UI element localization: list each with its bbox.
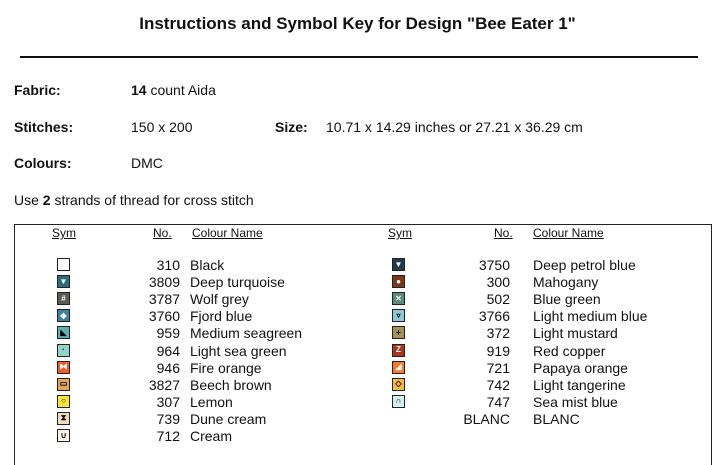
dmc-number: 3766	[478, 308, 510, 325]
size-label: Size:	[275, 119, 308, 135]
dmc-number: 300	[486, 274, 510, 291]
stitch-symbol-icon: ●	[392, 275, 405, 288]
colour-name: Fjord blue	[190, 308, 253, 325]
colour-row	[0, 257, 715, 274]
colour-row	[0, 394, 715, 411]
colour-name: Mahogany	[533, 274, 599, 291]
title-divider	[20, 56, 698, 58]
right-colour-header: Colour Name	[533, 226, 604, 240]
dmc-number: 3787	[148, 291, 180, 308]
dmc-number: 946	[156, 359, 180, 376]
stitch-symbol-icon: ◆	[57, 309, 70, 322]
colour-name: Dune cream	[190, 410, 267, 427]
right-sym-header: Sym	[388, 226, 412, 240]
colour-row	[0, 411, 715, 428]
colour-row	[0, 360, 715, 377]
dmc-number: 742	[486, 376, 510, 393]
colour-row	[0, 308, 715, 325]
colour-name: Cream	[190, 428, 233, 444]
stitch-symbol-icon: ·	[57, 344, 70, 357]
stitch-symbol-icon: ▼	[392, 258, 405, 271]
strands-instruction	[14, 192, 254, 208]
colours-value: DMC	[131, 155, 163, 171]
colour-row	[0, 291, 715, 308]
left-sym-header: Sym	[52, 226, 76, 240]
colour-name: Red copper	[533, 342, 606, 359]
strands-count: 2	[42, 192, 51, 208]
stitch-symbol-icon: ○	[57, 395, 70, 408]
stitches-label: Stitches:	[14, 119, 74, 135]
dmc-number: 502	[486, 291, 510, 308]
colour-name: Light tangerine	[533, 376, 626, 393]
colour-name: Black	[190, 257, 225, 273]
colour-name: Sea mist blue	[533, 393, 618, 410]
dmc-number: BLANC	[463, 410, 510, 427]
left-no-header: No.	[153, 226, 172, 240]
stitch-symbol-icon: ◢	[392, 361, 405, 374]
colour-name: Light medium blue	[533, 308, 648, 325]
size-value: 10.71 x 14.29 inches or 27.21 x 36.29 cm	[326, 119, 583, 135]
dmc-number: 310	[156, 257, 180, 273]
page-title: Instructions and Symbol Key for Design "Bee Eater 1"	[139, 14, 576, 33]
strands-suffix: strands of thread for cross stitch	[50, 192, 254, 208]
dmc-number: 721	[486, 359, 510, 376]
stitch-symbol-icon: +	[392, 326, 405, 339]
colour-name: Lemon	[190, 393, 233, 410]
dmc-number: 964	[156, 342, 180, 359]
colour-name: Deep petrol blue	[533, 257, 636, 273]
left-colour-header: Colour Name	[192, 226, 263, 240]
fabric-type: count Aida	[146, 82, 216, 98]
dmc-number: 712	[156, 428, 180, 444]
colour-name: Medium seagreen	[190, 325, 303, 342]
dmc-number: 919	[486, 342, 510, 359]
dmc-number: 3760	[148, 308, 180, 325]
colour-name: BLANC	[533, 410, 580, 427]
stitch-symbol-icon: Z	[392, 344, 405, 357]
dmc-number: 959	[156, 325, 180, 342]
colour-name: Fire orange	[190, 359, 262, 376]
dmc-number: 3809	[148, 274, 180, 291]
stitch-symbol-icon: ▭	[57, 378, 70, 391]
stitch-symbol-icon: ∩	[392, 395, 405, 408]
strands-prefix: Use	[14, 192, 43, 208]
stitch-symbol-icon: #	[57, 292, 70, 305]
stitch-symbol-icon: ✕	[392, 292, 405, 305]
dmc-number: 372	[486, 325, 510, 342]
colour-name: Papaya orange	[533, 359, 628, 376]
dmc-number: 739	[156, 410, 180, 427]
fabric-value	[131, 82, 216, 98]
colour-row	[0, 428, 715, 445]
dmc-number: 3827	[148, 376, 180, 393]
stitch-symbol-icon: ▼	[57, 275, 70, 288]
dmc-number: 3750	[478, 257, 510, 273]
stitch-symbol-icon: ⧗	[57, 412, 70, 425]
fabric-label: Fabric:	[14, 82, 61, 98]
colour-row	[0, 274, 715, 291]
stitch-symbol-icon: ⧓	[57, 361, 70, 374]
stitches-value: 150 x 200	[131, 119, 193, 135]
stitch-symbol-icon: ◇	[392, 378, 405, 391]
colour-row	[0, 377, 715, 394]
colour-row	[0, 325, 715, 342]
dmc-number: 307	[156, 393, 180, 410]
right-no-header: No.	[494, 226, 513, 240]
colour-name: Blue green	[533, 291, 601, 308]
colour-name: Wolf grey	[190, 291, 249, 308]
fabric-count: 14	[131, 82, 147, 98]
colour-name: Beech brown	[190, 376, 272, 393]
colours-label: Colours:	[14, 155, 72, 171]
colour-name: Light sea green	[190, 342, 287, 359]
colour-name: Deep turquoise	[190, 274, 285, 291]
stitch-symbol-icon: ◣	[57, 326, 70, 339]
dmc-number: 747	[486, 393, 510, 410]
stitch-symbol-icon: ∪	[57, 429, 70, 442]
colour-row	[0, 343, 715, 360]
stitch-symbol-icon: ▿	[392, 309, 405, 322]
colour-name: Light mustard	[533, 325, 618, 342]
